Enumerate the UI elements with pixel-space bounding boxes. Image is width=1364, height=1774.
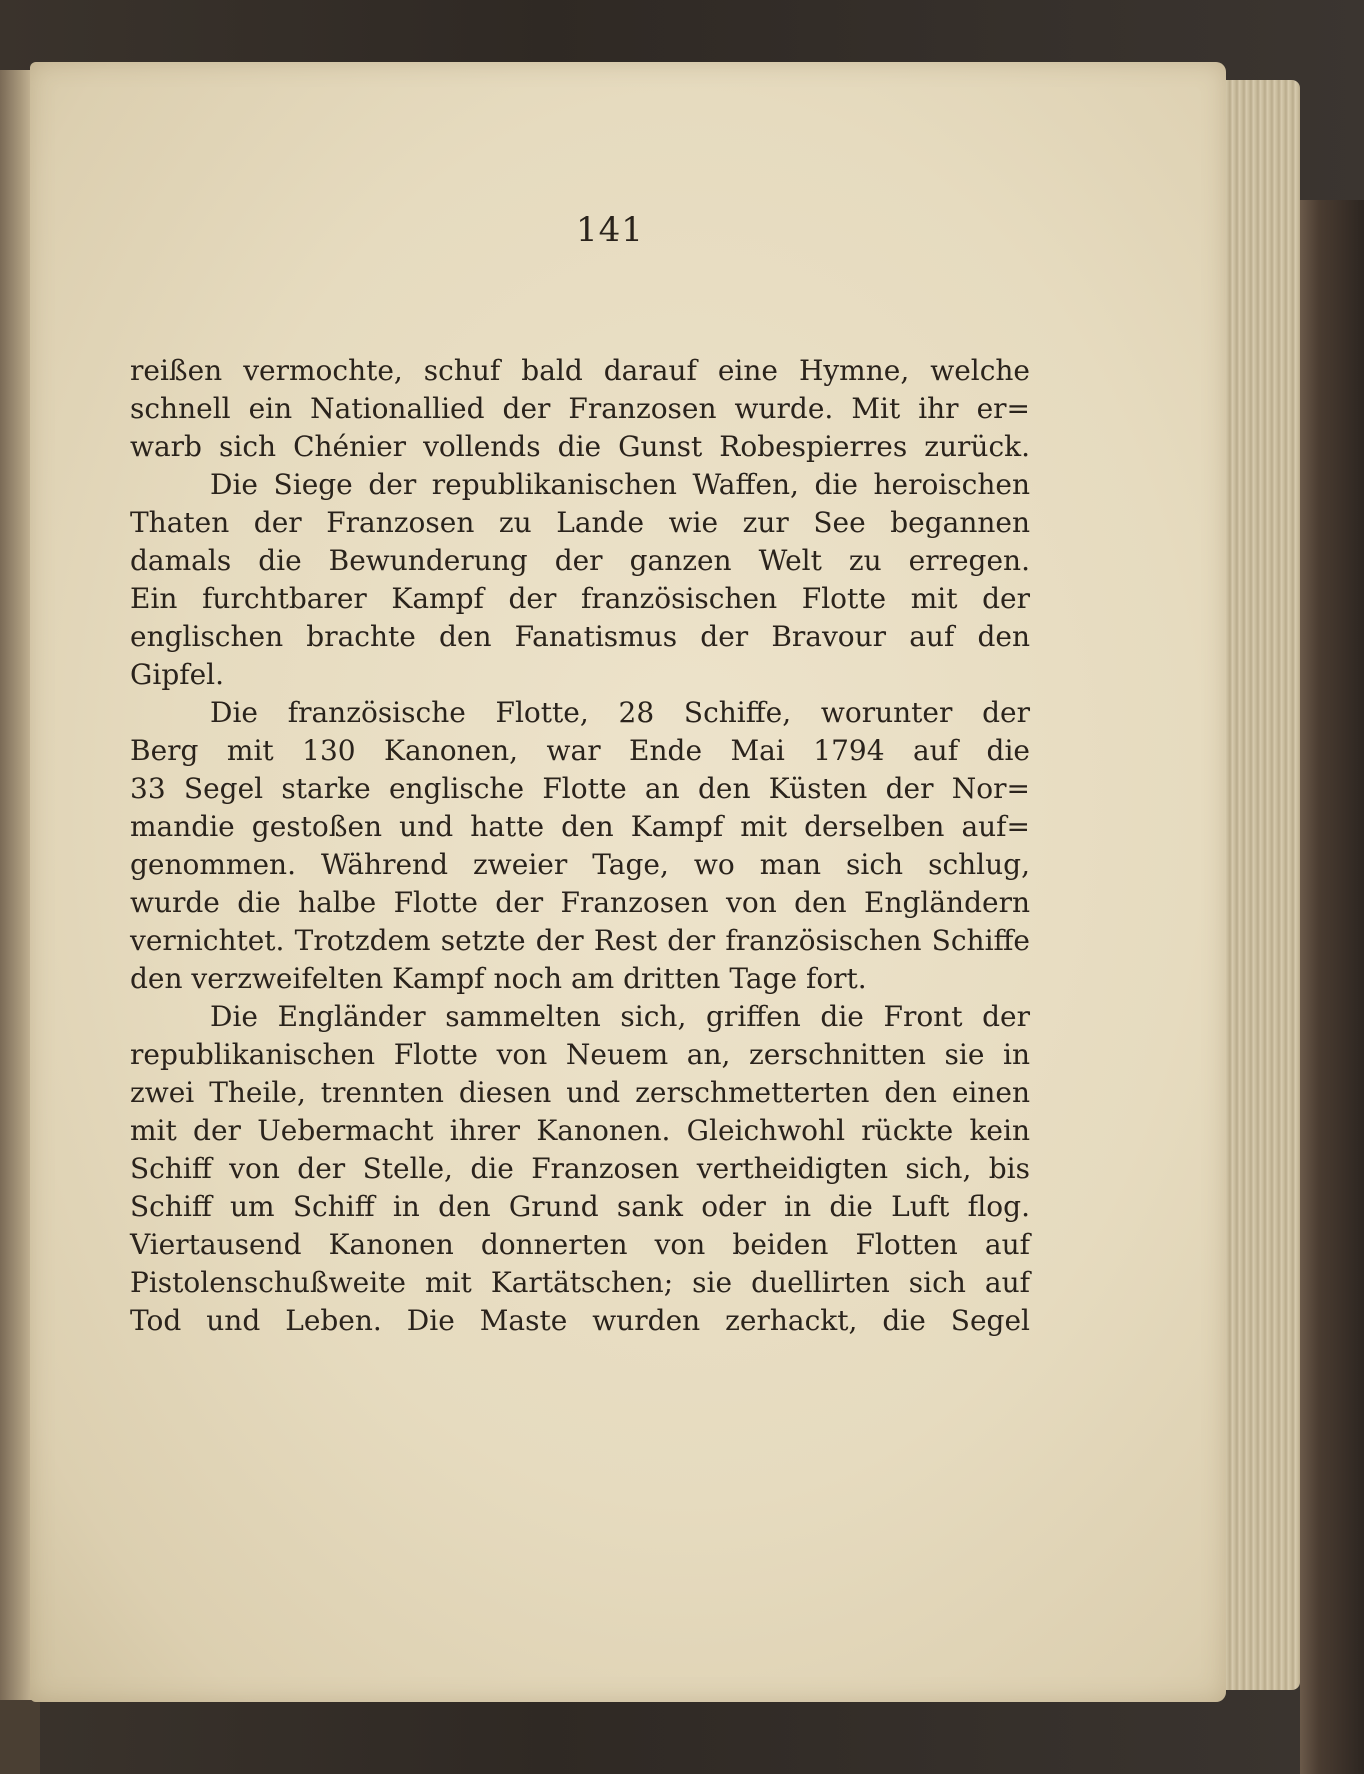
text-line: vernichtet. Trotzdem setzte der Rest der französischen Schiffe [130,924,1030,957]
text-line: Die französische Flotte, 28 Schiffe, worunter der [210,696,1030,729]
text-line: mit der Uebermacht ihrer Kanonen. Gleichwohl rückte kein [130,1114,1030,1147]
text-line: genommen. Während zweier Tage, wo man sich schlug, [130,848,1030,881]
body-text [130,352,1030,1340]
text-line: republikanischen Flotte von Neuem an, zerschnitten sie in [130,1038,1030,1071]
book-spine-edge [1300,200,1364,1774]
text-line: Tod und Leben. Die Maste wurden zerhackt, die Segel [130,1304,1030,1337]
text-line: Schiff um Schiff in den Grund sank oder in die Luft flog. [130,1190,1030,1223]
text-line: schnell ein Nationallied der Franzosen wurde. Mit ihr er= [130,392,1030,425]
facing-page-edge [0,70,34,1710]
page-number: 141 [576,210,644,250]
page-stack-edges [1218,80,1300,1690]
text-line: Ein furchtbarer Kampf der französischen Flotte mit der [130,582,1030,615]
text-line: reißen vermochte, schuf bald darauf eine Hymne, welche [130,354,1030,387]
text-line: Thaten der Franzosen zu Lande wie zur See begannen [130,506,1030,539]
text-line: damals die Bewunderung der ganzen Welt zu erregen. [130,544,1030,577]
text-line: Pistolenschußweite mit Kartätschen; sie duellirten sich auf [130,1266,1030,1299]
bookmark-ribbon [0,1700,40,1774]
text-line: wurde die halbe Flotte der Franzosen von den Engländern [130,886,1030,919]
text-line: 33 Segel starke englische Flotte an den Küsten der Nor= [130,772,1030,805]
text-line: Viertausend Kanonen donnerten von beiden Flotten auf [130,1228,1030,1261]
text-line: mandie gestoßen und hatte den Kampf mit derselben auf= [130,810,1030,843]
text-line: englischen brachte den Fanatismus der Bravour auf den [130,620,1030,653]
text-line: Die Engländer sammelten sich, griffen die Front der [210,1000,1030,1033]
text-line: Schiff von der Stelle, die Franzosen vertheidigten sich, bis [130,1152,1030,1185]
text-line: Berg mit 130 Kanonen, war Ende Mai 1794 auf die [130,734,1030,767]
text-line: zwei Theile, trennten diesen und zerschmetterten den einen [130,1076,1030,1109]
text-line: den verzweifelten Kampf noch am dritten Tage fort. [130,962,867,995]
text-line: Die Siege der republikanischen Waffen, die heroischen [210,468,1030,501]
text-line: Gipfel. [130,658,225,691]
text-line: warb sich Chénier vollends die Gunst Robespierres zurück. [130,430,1030,463]
